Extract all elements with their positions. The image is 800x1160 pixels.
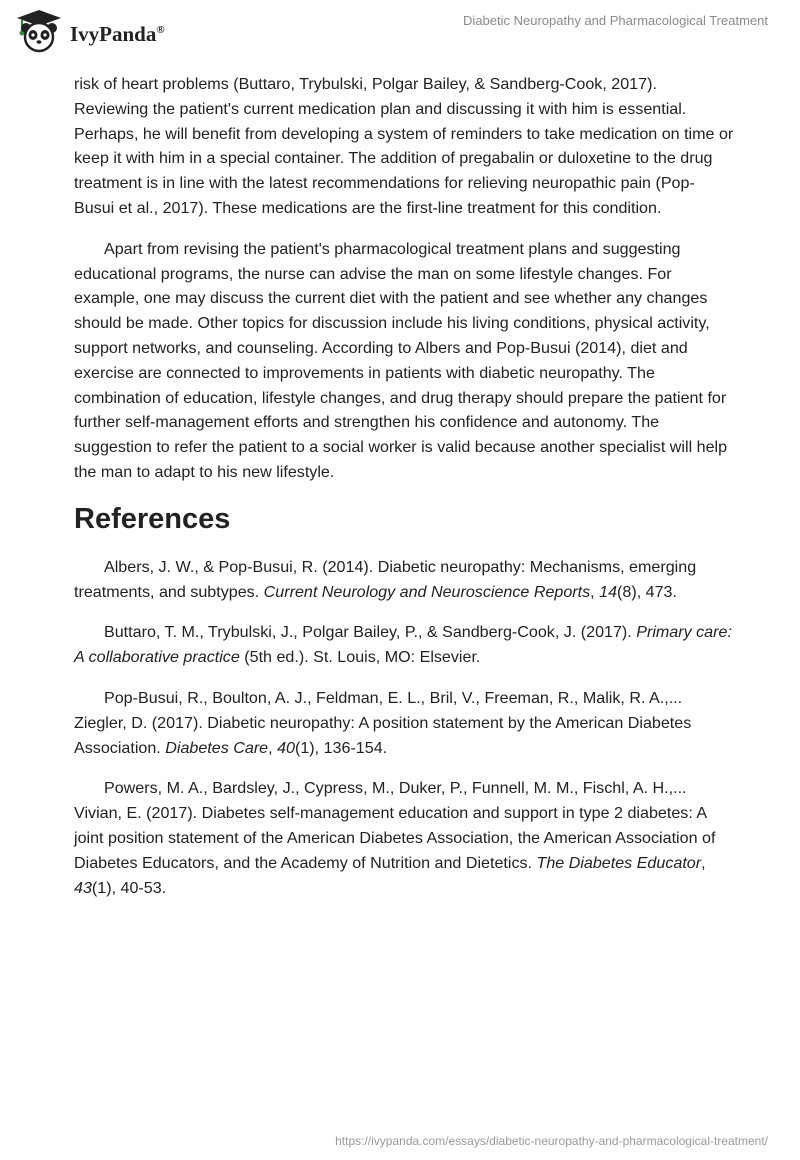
- running-title: Diabetic Neuropathy and Pharmacological Treatment: [463, 13, 768, 28]
- brand-name: IvyPanda®: [70, 21, 165, 46]
- paragraph: risk of heart problems (Buttaro, Trybulski, Polgar Bailey, & Sandberg-Cook, 2017). Reviewing the patient's current medication plan and discussing it with him is essential. Perhaps, he will benefit from developing a system of reminders to take medication on time or keep it with him in a special container. The addition of pregabalin or duloxetine to the drug treatment is in line with the latest recommendations for relieving neuropathic pain (Pop-Busui et al., 2017). These medications are the first-line treatment for this condition.: [74, 75, 734, 217]
- brand-logo[interactable]: [14, 8, 165, 54]
- document-body: [74, 72, 734, 916]
- page-header: [0, 0, 800, 70]
- references-heading: References: [74, 502, 231, 535]
- paragraph: Apart from revising the patient's pharmacological treatment plans and suggesting educational programs, the nurse can advise the man on some lifestyle changes. For example, one may discuss the current diet with the patient and see whether any changes should be made. Other topics for discussion include his living conditions, physical activity, support networks, and counseling. According to Albers and Pop-Busui (2014), diet and exercise are connected to improvements in patients with diabetic neuropathy. The combination of education, lifestyle changes, and drug therapy should prepare the patient for further self-management efforts and strengthen his confidence and autonomy. The suggestion to refer the patient to a social worker is valid because another specialist will help the man to adapt to his new lifestyle.: [74, 239, 728, 481]
- source-url-link[interactable]: https://ivypanda.com/essays/diabetic-neuropathy-and-pharmacological-treatment/: [335, 1134, 768, 1148]
- reference-item: Powers, M. A., Bardsley, J., Cypress, M., Duker, P., Funnell, M. M., Fischl, A. H.,... Vivian, E. (2017). Diabetes self-management education and support in type 2 diabetes: A joint position statement of the American Diabetes Association, the American Association of Diabetes Educators, and the Academy of Nutrition and Dietetics. The Diabetes Educator, 43(1), 40-53.: [74, 779, 716, 897]
- reference-item: Pop-Busui, R., Boulton, A. J., Feldman, E. L., Bril, V., Freeman, R., Malik, R. A.,... Ziegler, D. (2017). Diabetic neuropathy: A position statement by the American Diabetes Association. Diabetes Care, 40(1), 136-154.: [74, 688, 692, 757]
- reference-item: Buttaro, T. M., Trybulski, J., Polgar Bailey, P., & Sandberg-Cook, J. (2017). Primary care: A collaborative practice (5th ed.). St. Louis, MO: Elsevier.: [74, 623, 732, 667]
- panda-graduate-icon: [14, 8, 64, 54]
- reference-item: Albers, J. W., & Pop-Busui, R. (2014). Diabetic neuropathy: Mechanisms, emerging treatments, and subtypes. Current Neurology and Neuroscience Reports, 14(8), 473.: [74, 557, 697, 601]
